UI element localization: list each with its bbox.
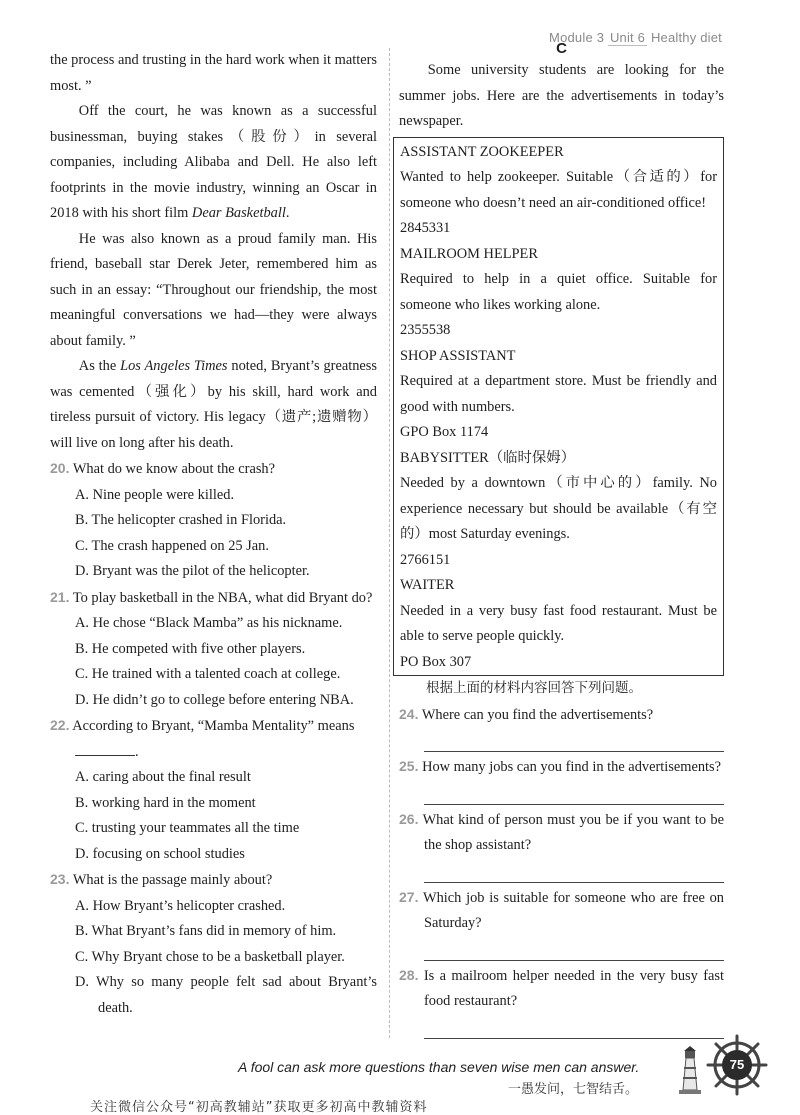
- question-20: 20. What do we know about the crash? A. Nine people were killed. B. The helicopter crashed in Florida. C. The crash happened on 25 Jan. D. Bryant was the pilot of the helicopter.: [50, 456, 377, 585]
- lighthouse-icon: [676, 1046, 704, 1094]
- footer-promo: 关注微信公众号“初高教辅站”获取更多初高中教辅资料: [90, 1100, 428, 1115]
- option[interactable]: A. caring about the final result: [75, 769, 251, 785]
- ad-contact: GPO Box 1174: [400, 424, 489, 440]
- answer-line[interactable]: [424, 859, 724, 883]
- footer-quote-chinese: 一愚发问，七智结舌。: [508, 1082, 639, 1097]
- left-column: [50, 48, 377, 1021]
- section-label: C: [556, 40, 567, 57]
- ad-contact: PO Box 307: [400, 653, 472, 670]
- option[interactable]: C. Why Bryant chose to be a basketball player.: [75, 948, 345, 965]
- ad-desc: Required at a department store. Must be friendly and good with numbers.: [400, 373, 717, 415]
- ad-assistant-zookeeper: [400, 140, 717, 242]
- option[interactable]: A. Nine people were killed.: [75, 486, 235, 503]
- question-28: 28. Is a mailroom helper needed in the very busy fast food restaurant?: [399, 963, 724, 1039]
- ad-title: BABYSITTER（临时保姆）: [400, 449, 576, 466]
- question-27: 27. Which job is suitable for someone who are free on Saturday?: [399, 885, 724, 961]
- footer-quote: A fool can ask more questions than seven wise men can answer.: [238, 1059, 640, 1075]
- ad-title: WAITER: [400, 577, 455, 593]
- option[interactable]: A. He chose “Black Mamba” as his nickname.: [75, 615, 343, 631]
- ad-mailroom-helper: [400, 242, 717, 344]
- newspaper-title: Los Angeles Times: [120, 358, 228, 374]
- option[interactable]: D. focusing on school studies: [75, 845, 245, 862]
- passage-paragraph-3: As the Los Angeles Times noted, Bryant’s greatness was cemented（强化）by his skill, hard work and tireless pursuit of victory. His legacy（遗产;遗赠物）will live on long after his death.: [50, 358, 377, 451]
- ad-desc: Wanted to help zookeeper. Suitable（合适的）for someone who doesn’t need an air-conditioned office!: [400, 169, 717, 211]
- passage-paragraph-1: Off the court, he was known as a successful businessman, buying stakes（股份）in several companies, including Alibaba and Dell. He also left footprints in the movie industry, winning an Oscar in 2018 with his short film Dear Basketball.: [50, 103, 377, 221]
- answer-line[interactable]: [424, 781, 724, 805]
- question-22: 22. According to Bryant, “Mamba Mentality” means . A. caring about the final result B. working hard in the moment C. trusting your teammates all the time D. focusing on school studies: [50, 713, 377, 867]
- option[interactable]: D. Why so many people felt sad about Bryant’s death.: [75, 974, 377, 1016]
- ad-desc: Needed by a downtown（市中心的）family. No experience necessary but should be available（有空的）most Saturday evenings.: [400, 475, 717, 542]
- ad-contact: 2845331: [400, 220, 451, 236]
- option[interactable]: C. The crash happened on 25 Jan.: [75, 537, 269, 554]
- header-topic: Healthy diet: [650, 30, 722, 45]
- option[interactable]: A. How Bryant’s helicopter crashed.: [75, 897, 286, 914]
- passage-paragraph-2: He was also known as a proud family man. His friend, baseball star Derek Jeter, remembered him as such in an essay: “Throughout our friendship, the most meaningful conversations we had—they were always about family. ”: [50, 230, 377, 349]
- question-24: 24. Where can you find the advertisements?: [399, 702, 724, 753]
- ad-title: SHOP ASSISTANT: [400, 347, 516, 364]
- ad-babysitter: [400, 446, 717, 574]
- option[interactable]: B. The helicopter crashed in Florida.: [75, 512, 287, 528]
- ad-title: MAILROOM HELPER: [400, 245, 538, 262]
- advertisements-box: [393, 137, 724, 677]
- answer-line[interactable]: [424, 728, 724, 752]
- ad-desc: Required to help in a quiet office. Suitable for someone who likes working alone.: [400, 271, 717, 313]
- question-23: 23. What is the passage mainly about? A. How Bryant’s helicopter crashed. B. What Bryant’s fans did in memory of him. C. Why Bryant chose to be a basketball player. D. Why so many people felt sad about Bryant’s death.: [50, 867, 377, 1021]
- header-module: Module 3: [549, 30, 605, 45]
- ad-title: ASSISTANT ZOOKEEPER: [400, 143, 564, 160]
- ad-waiter: [400, 573, 717, 675]
- option[interactable]: B. He competed with five other players.: [75, 640, 306, 657]
- question-25: 25. How many jobs can you find in the advertisements?: [399, 754, 724, 805]
- film-title: Dear Basketball: [191, 205, 286, 221]
- answer-blank[interactable]: [75, 741, 135, 756]
- option[interactable]: D. Bryant was the pilot of the helicopter.: [75, 563, 310, 579]
- option[interactable]: B. working hard in the moment: [75, 794, 256, 811]
- question-21: 21. To play basketball in the NBA, what did Bryant do? A. He chose “Black Mamba” as his nickname. B. He competed with five other players. C. He trained with a talented coach at college. D. He didn’t go to college before entering NBA.: [50, 585, 377, 714]
- header-unit: Unit 6: [609, 30, 646, 45]
- page-number: 75: [722, 1050, 752, 1080]
- right-column: [399, 40, 725, 1041]
- ad-shop-assistant: [400, 344, 717, 446]
- answer-line[interactable]: [424, 1015, 724, 1039]
- instruction: 根据上面的材料内容回答下列问题。: [426, 680, 642, 696]
- option[interactable]: C. trusting your teammates all the time: [75, 820, 300, 836]
- ad-contact: 2766151: [400, 551, 451, 568]
- column-divider: [389, 48, 390, 1038]
- option[interactable]: B. What Bryant’s fans did in memory of him.: [75, 923, 337, 939]
- ad-contact: 2355538: [400, 322, 451, 338]
- answer-line[interactable]: [424, 937, 724, 961]
- passage-paragraph-0: the process and trusting in the hard work when it matters most. ”: [50, 52, 377, 94]
- option[interactable]: C. He trained with a talented coach at college.: [75, 666, 341, 682]
- question-26: 26. What kind of person must you be if you want to be the shop assistant?: [399, 807, 724, 883]
- option[interactable]: D. He didn’t go to college before entering NBA.: [75, 691, 354, 708]
- ad-desc: Needed in a very busy fast food restaurant. Must be able to serve people quickly.: [400, 602, 717, 644]
- section-intro: Some university students are looking for the summer jobs. Here are the advertisements in today’s newspaper.: [399, 62, 724, 129]
